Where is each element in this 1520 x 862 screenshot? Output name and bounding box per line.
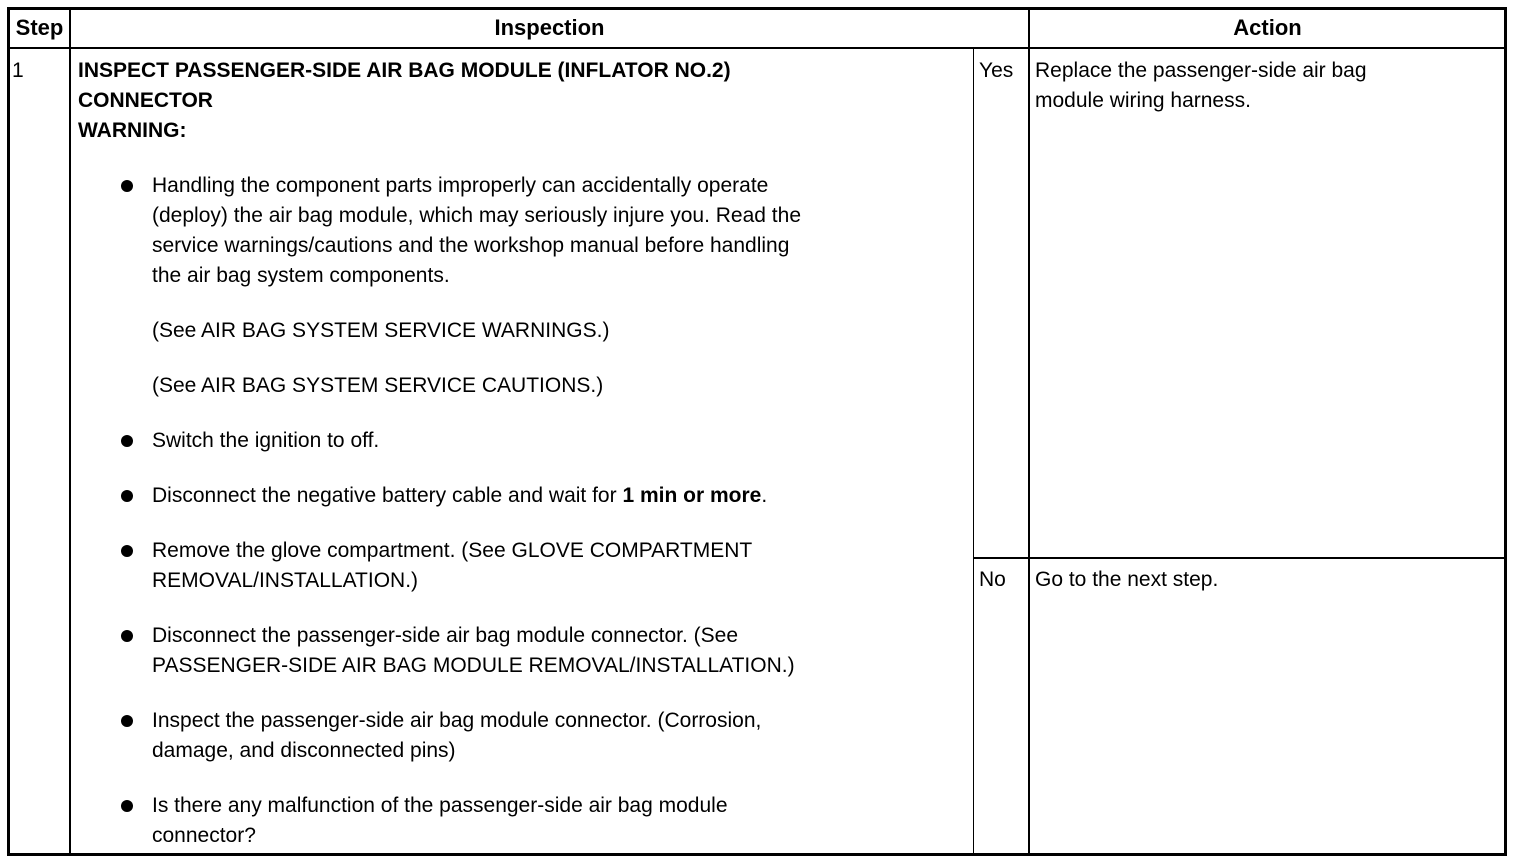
header-action: Action bbox=[1233, 15, 1302, 40]
warning-label: WARNING: bbox=[78, 119, 187, 142]
column-divider-yes-no bbox=[973, 48, 974, 856]
no-label: No bbox=[979, 568, 1006, 591]
bullet-text: Handling the component parts improperly can accidentally operate bbox=[152, 174, 769, 197]
bullet-text: REMOVAL/INSTALLATION.) bbox=[152, 569, 419, 592]
see-warnings-reference: (See AIR BAG SYSTEM SERVICE WARNINGS.) bbox=[152, 319, 610, 342]
wait-duration: 1 min or more bbox=[622, 484, 762, 507]
column-divider-action bbox=[1028, 7, 1030, 856]
bullet-text: Remove the glove compartment. (See GLOVE COMPARTMENT bbox=[152, 539, 753, 562]
bullet-text: Inspect the passenger-side air bag module connector. (Corrosion, bbox=[152, 709, 762, 732]
bullet-icon bbox=[121, 630, 133, 642]
yes-no-divider bbox=[973, 557, 1507, 559]
yes-action: Replace the passenger-side air bag bbox=[1035, 59, 1367, 82]
bullet-text: (deploy) the air bag module, which may seriously injure you. Read the bbox=[152, 204, 802, 227]
bullet-text: Switch the ignition to off. bbox=[152, 429, 380, 452]
bullet-text: Disconnect the passenger-side air bag module connector. (See bbox=[152, 624, 739, 647]
bullet-icon bbox=[121, 490, 133, 502]
bullet-text: the air bag system components. bbox=[152, 264, 450, 287]
inspection-title: INSPECT PASSENGER-SIDE AIR BAG MODULE (INFLATOR NO.2) bbox=[78, 59, 731, 82]
bullet-text bbox=[152, 481, 767, 511]
bullet-text: service warnings/cautions and the workshop manual before handling bbox=[152, 234, 790, 257]
no-action: Go to the next step. bbox=[1035, 568, 1219, 591]
bullet-text: PASSENGER-SIDE AIR BAG MODULE REMOVAL/INSTALLATION.) bbox=[152, 654, 795, 677]
bullet-text: Is there any malfunction of the passenger-side air bag module bbox=[152, 794, 728, 817]
header-divider bbox=[7, 47, 1507, 49]
bullet-icon bbox=[121, 800, 133, 812]
yes-action-continued: module wiring harness. bbox=[1035, 89, 1251, 112]
inspection-title-continued: CONNECTOR bbox=[78, 89, 213, 112]
bullet-icon bbox=[121, 545, 133, 557]
bullet-text-part: Disconnect the negative battery cable and wait for bbox=[152, 484, 623, 507]
bullet-text-part: . bbox=[761, 484, 768, 507]
step-number: 1 bbox=[12, 59, 24, 82]
bullet-icon bbox=[121, 180, 133, 192]
bullet-text: damage, and disconnected pins) bbox=[152, 739, 456, 762]
bullet-icon bbox=[121, 715, 133, 727]
header-inspection: Inspection bbox=[494, 15, 605, 40]
column-divider-step bbox=[69, 7, 71, 856]
header-step: Step bbox=[15, 15, 64, 40]
see-cautions-reference: (See AIR BAG SYSTEM SERVICE CAUTIONS.) bbox=[152, 374, 604, 397]
bullet-text: connector? bbox=[152, 824, 256, 847]
yes-label: Yes bbox=[979, 59, 1014, 82]
bullet-icon bbox=[121, 435, 133, 447]
